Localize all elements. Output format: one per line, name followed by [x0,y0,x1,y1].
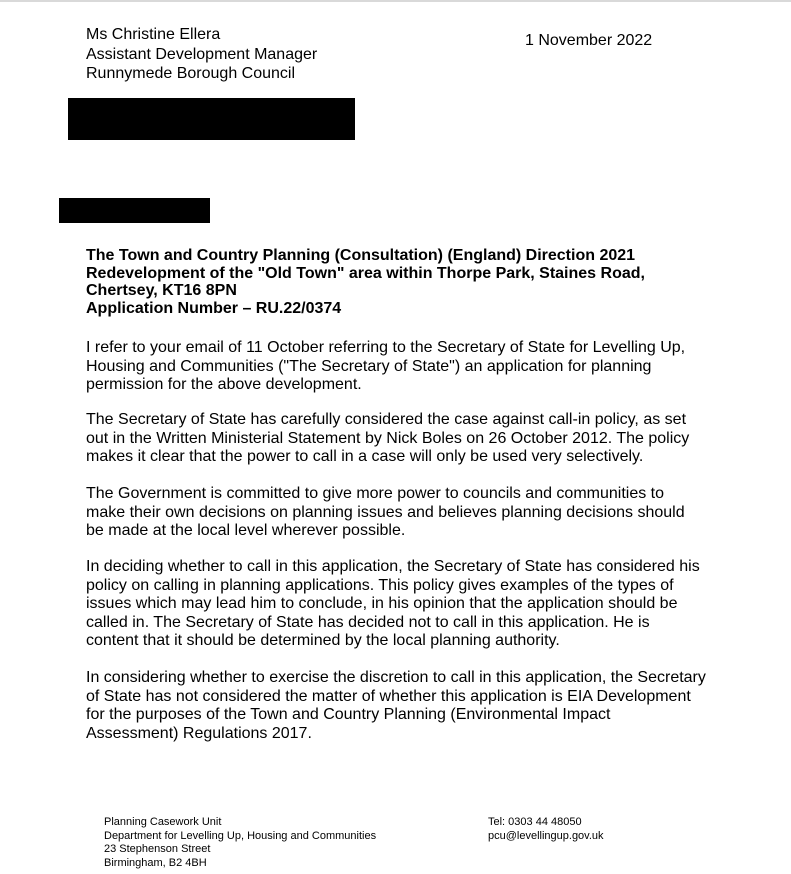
paragraph-line: In deciding whether to call in this application, the Secretary of State has considered his [86,558,700,575]
footer-city: Birmingham, B2 4BH [104,856,207,869]
addressee-organisation: Runnymede Borough Council [86,65,296,82]
subject-line: Chertsey, KT16 8PN [86,282,237,299]
paragraph-decision [86,558,726,651]
addressee-block [86,25,317,84]
footer-telephone: Tel: 0303 44 48050 [488,816,582,828]
footer-contact [488,816,604,843]
subject-line: Application Number – RU.22/0374 [86,299,342,317]
paragraph-line: permission for the above development. [86,376,362,393]
addressee-title: Assistant Development Manager [86,45,318,63]
addressee-name: Ms Christine Ellera [86,26,221,43]
paragraph-line: out in the Written Ministerial Statement by Nick Boles on 26 October 2012. The policy [86,429,690,447]
paragraph-line: I refer to your email of 11 October referring to the Secretary of State for Levelling Up, [86,339,686,356]
redacted-salutation-block [59,198,210,223]
paragraph-line: In considering whether to exercise the discretion to call in this application, the Secretary [86,669,706,686]
footer-street: 23 Stephenson Street [104,843,211,855]
paragraph-line: issues which may lead him to conclude, in his opinion that the application should be [86,595,678,612]
paragraph-call-in-policy [86,411,726,467]
paragraph-line: The Government is committed to give more power to councils and communities to [86,485,665,502]
paragraph-line: for the purposes of the Town and Country Planning (Environmental Impact [86,706,611,723]
paragraph-line: Assessment) Regulations 2017. [86,724,312,742]
paragraph-referral [86,339,726,395]
paragraph-line: called in. The Secretary of State has decided not to call in this application. He is [86,613,650,631]
page-top-edge [0,0,791,2]
paragraph-line: The Secretary of State has carefully considered the case against call-in policy, as set [86,411,687,428]
subject-line: The Town and Country Planning (Consultation) (England) Direction 2021 [86,247,636,264]
footer-email: pcu@levellingup.gov.uk [488,829,604,842]
paragraph-line: makes it clear that the power to call in a case will only be used very selectively. [86,448,644,465]
paragraph-line: Housing and Communities ("The Secretary of State") an application for planning [86,357,652,375]
paragraph-line: be made at the local level wherever possible. [86,522,406,539]
paragraph-line: of State has not considered the matter of whether this application is EIA Development [86,687,691,705]
paragraph-line: make their own decisions on planning issues and believes planning decisions should [86,503,685,521]
footer-unit: Planning Casework Unit [104,816,222,828]
subject-line: Redevelopment of the "Old Town" area within Thorpe Park, Staines Road, [86,264,645,282]
footer-department: Department for Levelling Up, Housing and Communities [104,829,377,842]
redacted-address-block [68,98,355,140]
paragraph-line: content that it should be determined by the local planning authority. [86,632,560,649]
paragraph-line: policy on calling in planning applications. This policy gives examples of the types of [86,576,674,594]
subject-heading [86,247,645,317]
paragraph-government-commitment [86,485,726,541]
letter-date: 1 November 2022 [525,32,653,49]
paragraph-eia [86,669,726,743]
footer-address [104,816,376,870]
